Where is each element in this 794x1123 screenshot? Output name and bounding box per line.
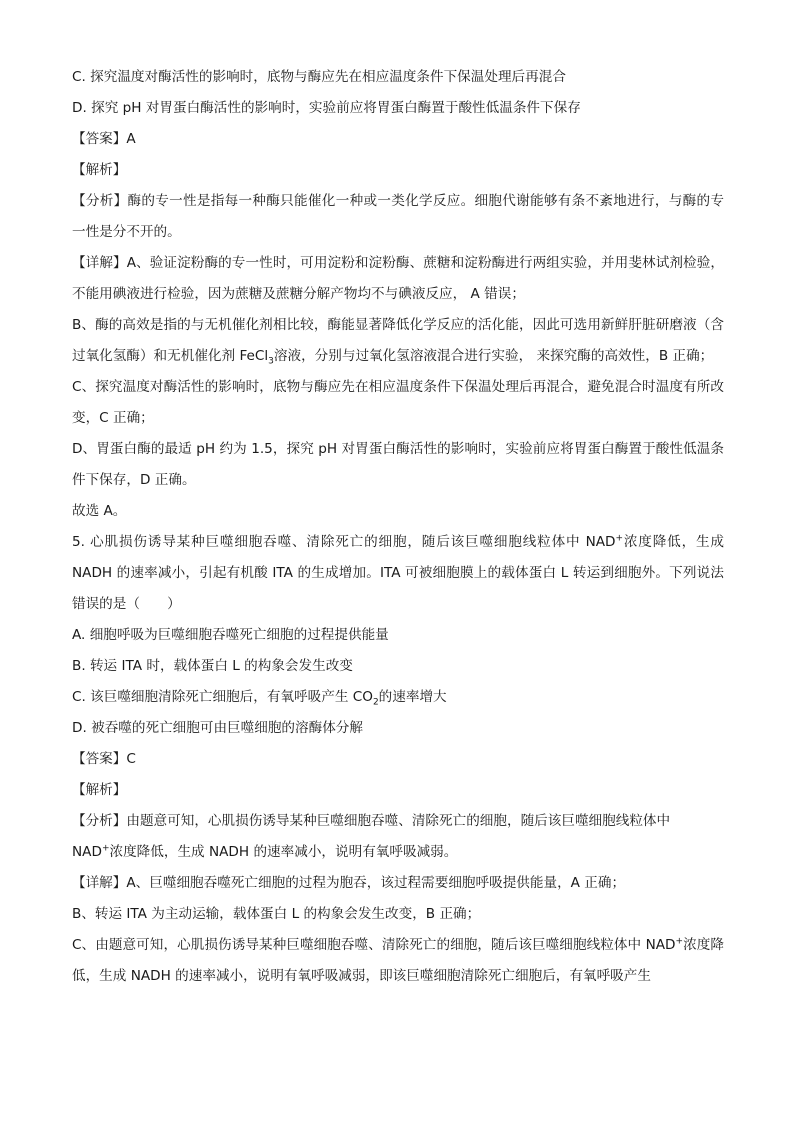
q5-detail-c-paragraph — [72, 930, 724, 992]
conclusion: 故选 A。 — [72, 503, 127, 519]
nad-text: NAD — [72, 844, 102, 860]
q5-answer-label: 【答案】C — [72, 751, 136, 767]
analysis-paragraph: 【分析】酶的专一性是指每一种酶只能催化一种或一类化学反应。细胞代谢能够有条不紊地进行，与酶的专一性是分不开的。 — [72, 193, 724, 240]
superscript: + — [675, 936, 684, 947]
analysis-title: 【解析】 — [72, 162, 127, 178]
answer-label: 【答案】A — [72, 131, 136, 147]
q5-option-a: A. 细胞呼吸为巨噬细胞吞噬死亡细胞的过程提供能量 — [72, 627, 389, 643]
superscript: + — [101, 843, 110, 854]
option-d: D. 探究 pH 对胃蛋白酶活性的影响时，实验前应将胃蛋白酶置于酸性低温条件下保存 — [72, 100, 581, 116]
superscript: + — [615, 533, 624, 544]
document-page — [72, 62, 724, 992]
subscript: 3 — [268, 356, 274, 367]
q5-analysis-line-2 — [72, 837, 724, 868]
q5-detail-a: 【详解】A、巨噬细胞吞噬死亡细胞的过程为胞吞，该过程需要细胞呼吸提供能量，A 正确； — [72, 875, 626, 891]
detail-b-text-pre: B、酶的高效是指的与无机催化剂相比较，酶能显著降低化学反应的活化能，因此可选用新鲜肝脏研磨液（含过氧化氢酶）和无机催化剂 FeCl — [72, 317, 724, 364]
subscript: 2 — [372, 697, 379, 708]
stem-text-2: 浓度降低，生成 NADH 的速率减小，引起有机酸 ITA 的生成增加。ITA 可被细胞膜上的载体蛋白 L 转运到细胞外。下列说法错误的是（ ） — [72, 534, 725, 612]
q5-option-c-post: 的速率增大 — [378, 689, 447, 705]
q5-option-d: D. 被吞噬的死亡细胞可由巨噬细胞的溶酶体分解 — [72, 720, 363, 736]
detail-b-text-post: 溶液，分别与过氧化氢溶液混合进行实验， 来探究酶的高效性，B 正确； — [273, 348, 714, 364]
q5-option-b: B. 转运 ITA 时，载体蛋白 L 的构象会发生改变 — [72, 658, 353, 674]
detail-b-paragraph — [72, 310, 724, 372]
q5-analysis-line-2-text: 浓度降低，生成 NADH 的速率减小，说明有氧呼吸减弱。 — [109, 844, 458, 860]
detail-a-paragraph: 【详解】A、验证淀粉酶的专一性时，可用淀粉和淀粉酶、蔗糖和淀粉酶进行两组实验，并用斐林试剂检验，不能用碘液进行检验，因为蔗糖及蔗糖分解产物均不与碘液反应， A 错误； — [72, 255, 724, 302]
q5-option-c — [72, 682, 724, 713]
q5-detail-c-text-1: C、由题意可知，心肌损伤诱导某种巨噬细胞吞噬、清除死亡的细胞，随后该巨噬细胞线粒体中 NAD — [72, 937, 676, 953]
option-c: C. 探究温度对酶活性的影响时，底物与酶应先在相应温度条件下保温处理后再混合 — [72, 69, 566, 85]
detail-d-paragraph: D、胃蛋白酶的最适 pH 约为 1.5，探究 pH 对胃蛋白酶活性的影响时，实验前应将胃蛋白酶置于酸性低温条件下保存，D 正确。 — [72, 441, 724, 488]
detail-c-paragraph: C、探究温度对酶活性的影响时，底物与酶应先在相应温度条件下保温处理后再混合，避免混合时温度有所改变，C 正确； — [72, 379, 724, 426]
q5-detail-c-text-2: 浓度降低，生成 NADH 的速率减小，说明有氧呼吸减弱，即该巨噬细胞清除死亡细胞后，有氧呼吸产生 — [72, 937, 724, 984]
question-5-stem — [72, 527, 724, 620]
q5-analysis-line-1: 【分析】由题意可知，心肌损伤诱导某种巨噬细胞吞噬、清除死亡的细胞，随后该巨噬细胞线粒体中 — [72, 813, 671, 829]
q5-analysis-title: 【解析】 — [72, 782, 127, 798]
stem-text-1: 5. 心肌损伤诱导某种巨噬细胞吞噬、清除死亡的细胞，随后该巨噬细胞线粒体中 NAD — [72, 534, 616, 550]
q5-option-c-pre: C. 该巨噬细胞清除死亡细胞后，有氧呼吸产生 CO — [72, 689, 373, 705]
q5-detail-b: B、转运 ITA 为主动运输，载体蛋白 L 的构象会发生改变，B 正确； — [72, 906, 481, 922]
